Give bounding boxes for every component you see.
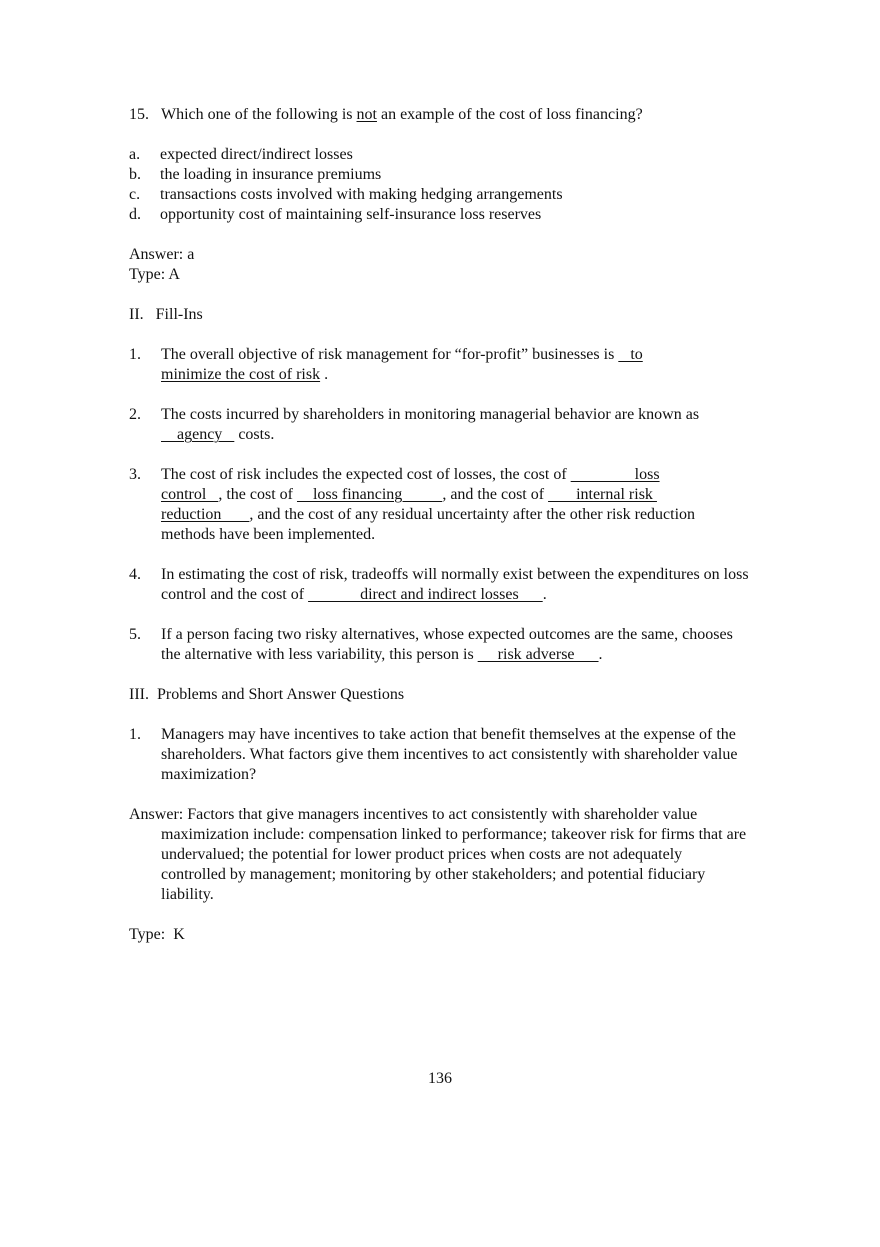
question-text: Which one of the following is bbox=[161, 106, 357, 123]
option-b: b. the loading in insurance premiums bbox=[129, 166, 382, 183]
answer-blank: loss financing bbox=[296, 486, 443, 503]
problem-answer: Answer: Factors that give managers incentives to act consistently with shareholder value maximization include: compensation linked to performance; takeover risk for firms that are undervalued; the potential for lower product prices when costs are not adequately controlled by management; monitoring by other stakeholders; and potential fiduciary liability. bbox=[129, 806, 747, 903]
answer-blank: loss bbox=[570, 466, 660, 483]
page-number: 136 bbox=[428, 1070, 452, 1087]
section-heading-problems: III. Problems and Short Answer Questions bbox=[129, 686, 405, 703]
answer-blank: internal risk bbox=[548, 486, 657, 503]
answer-blank: risk adverse bbox=[477, 646, 599, 663]
question-15 bbox=[129, 105, 749, 125]
fill-in-5: 5. If a person facing two risky alternatives, whose expected outcomes are the same, chooses the alternative with less variability, this person is risk adverse . bbox=[129, 626, 733, 663]
type-line: Type: A bbox=[129, 266, 180, 283]
option-d: d. opportunity cost of maintaining self-insurance loss reserves bbox=[129, 206, 542, 223]
problem-type: Type: K bbox=[129, 926, 185, 943]
answer-blank: agency bbox=[161, 426, 235, 443]
answer-blank: reduction bbox=[161, 506, 250, 523]
problem-question: Managers may have incentives to take action that benefit themselves at the expense of the shareholders. What factors give them incentives to act consistently with shareholder value maximization? bbox=[161, 726, 738, 783]
option-a: a. expected direct/indirect losses bbox=[129, 146, 353, 163]
question-number: 15. bbox=[129, 106, 149, 123]
fill-in-1: 1. The overall objective of risk management for “for-profit” businesses is to minimize the cost of risk . bbox=[129, 346, 643, 383]
options-list bbox=[129, 145, 749, 225]
fill-in-4: 4. In estimating the cost of risk, tradeoffs will normally exist between the expenditures on loss control and the cost of direct and indirect losses . bbox=[129, 566, 749, 603]
answer-blank: minimize the cost of risk bbox=[161, 366, 321, 383]
emphasis-not: not bbox=[356, 106, 377, 123]
answer-blank: to bbox=[618, 346, 643, 363]
document-page bbox=[129, 105, 749, 945]
section-heading-fill-ins: II. Fill-Ins bbox=[129, 306, 203, 323]
answer-blank: direct and indirect losses bbox=[308, 586, 543, 603]
answer-line: Answer: a bbox=[129, 246, 195, 263]
answer-blank: control bbox=[161, 486, 219, 503]
option-c: c. transactions costs involved with making hedging arrangements bbox=[129, 186, 563, 203]
fill-in-2: 2. The costs incurred by shareholders in monitoring managerial behavior are known as agency costs. bbox=[129, 406, 700, 443]
problem-1: 1. Managers may have incentives to take action that benefit themselves at the expense of the shareholders. What factors give them incentives to act consistently with shareholder value maximization? bbox=[129, 725, 749, 785]
question-text-end: an example of the cost of loss financing? bbox=[376, 106, 643, 123]
fill-in-3: 3. The cost of risk includes the expected cost of losses, the cost of loss control , the cost of loss financing , and the cost of internal risk reduction , and the cost of any residual uncertainty after the other risk reduction methods have been implemented. bbox=[129, 466, 696, 543]
